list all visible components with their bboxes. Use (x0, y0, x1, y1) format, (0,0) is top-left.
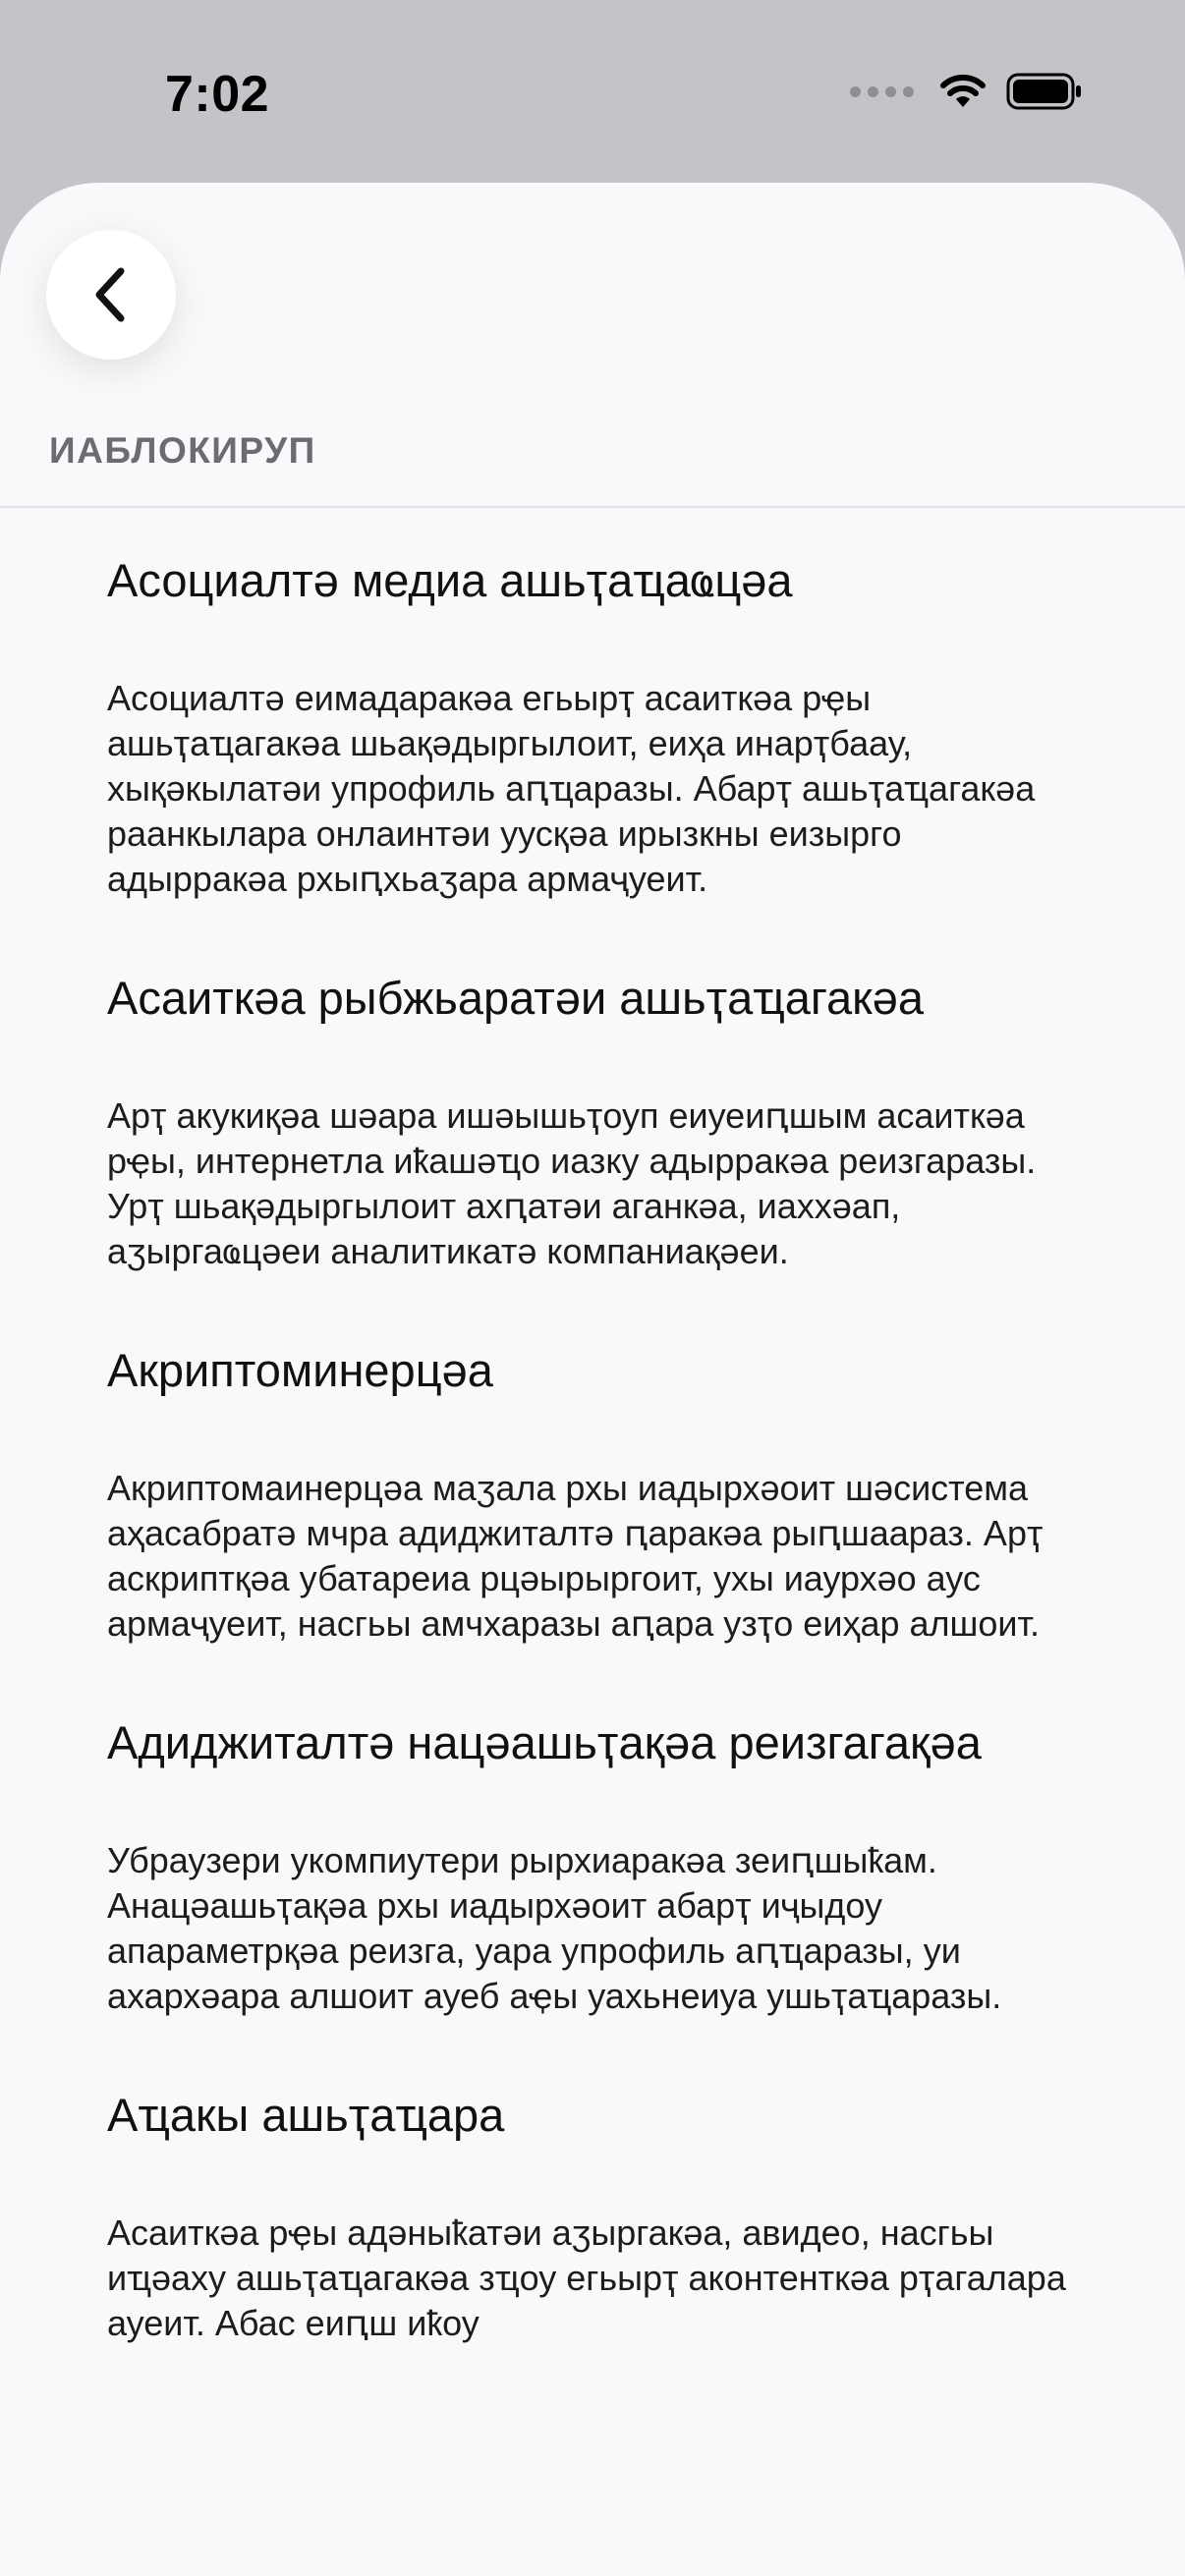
status-icons (850, 73, 1083, 110)
article-body: Асоциалтә еимадаракәа егьырҭ асаиткәа рҿы ашьҭаҵагакәа шьақәдыргылоит, еиҳа инарҭбаау, хықәкылатәи упрофиль аԥҵаразы. Абарҭ ашьҭаҵагакәа раанкылара онлаинтәи уусқәа ирызкны еизырго адырракәа рхыԥхьаӡара армаҷуеит. (107, 678, 1036, 899)
article-body: Арҭ акукиқәа шәара ишәышьҭоуп еиуеиԥшым асаиткәа рҿы, интернетла иҟашәҵо иазку адырракәа реизгаразы. Урҭ шьақәдыргылоит ахԥатәи аганкәа, иаххәап, аӡыргаҩцәеи аналитикатә компаниақәеи. (107, 1095, 1037, 1271)
wifi-icon (939, 74, 987, 109)
article-list (107, 551, 1090, 2346)
battery-icon (1006, 73, 1083, 110)
article-title: Адиджиталтә нацәашьҭақәа реизгагақәа (107, 1716, 982, 1768)
cellular-signal-icon (850, 86, 914, 97)
article-body: Убраузери укомпиутери рырхиаракәа зеиԥшыҟам. Анацәашьҭақәа рхы иадырхәоит абарҭ иҷыдоу апараметрқәа реизга, уара упрофиль аԥҵаразы, уи ахархәара алшоит ауеб аҿы уахьнеиуа ушьҭаҵаразы. (107, 1840, 1002, 2016)
section-header: ИАБЛОКИРУП (49, 430, 316, 471)
article-title: Асаиткәа рыбжьаратәи ашьҭаҵагакәа (107, 972, 924, 1024)
article-title: Аҵакы ашьҭаҵара (107, 2089, 505, 2141)
article-title: Асоциалтә медиа ашьҭаҵаҩцәа (107, 554, 793, 606)
article-item (107, 551, 1090, 902)
status-bar (0, 0, 1185, 187)
article-item (107, 2086, 1090, 2346)
section-divider (0, 506, 1185, 508)
article-item (107, 1713, 1090, 2019)
status-time: 7:02 (165, 66, 270, 123)
back-button[interactable] (46, 230, 176, 360)
article-body: Асаиткәа рҿы адәныҟатәи аӡыргакәа, авидео, насгьы иҵәаху ашьҭаҵагакәа зҵоу егьырҭ аконтенткәа рҭагалара ауеит. Абас еиԥш иҟоу (107, 2212, 1066, 2343)
article-item (107, 1341, 1090, 1647)
content-sheet (0, 183, 1185, 2576)
article-title: Акриптоминерцәа (107, 1344, 493, 1396)
chevron-left-icon (87, 263, 135, 326)
article-body: Акриптомаинерцәа маӡала рхы иадырхәоит шәсистема аҳасабратә мчра адиджиталтә ԥаракәа рыԥшаараз. Арҭ аскриптқәа убатареиа рцәырыргоит, ухы иаурхәо аус армаҷуеит, насгьы амчхаразы аԥара узҭо еиҳар алшоит. (107, 1468, 1044, 1644)
article-item (107, 969, 1090, 1274)
